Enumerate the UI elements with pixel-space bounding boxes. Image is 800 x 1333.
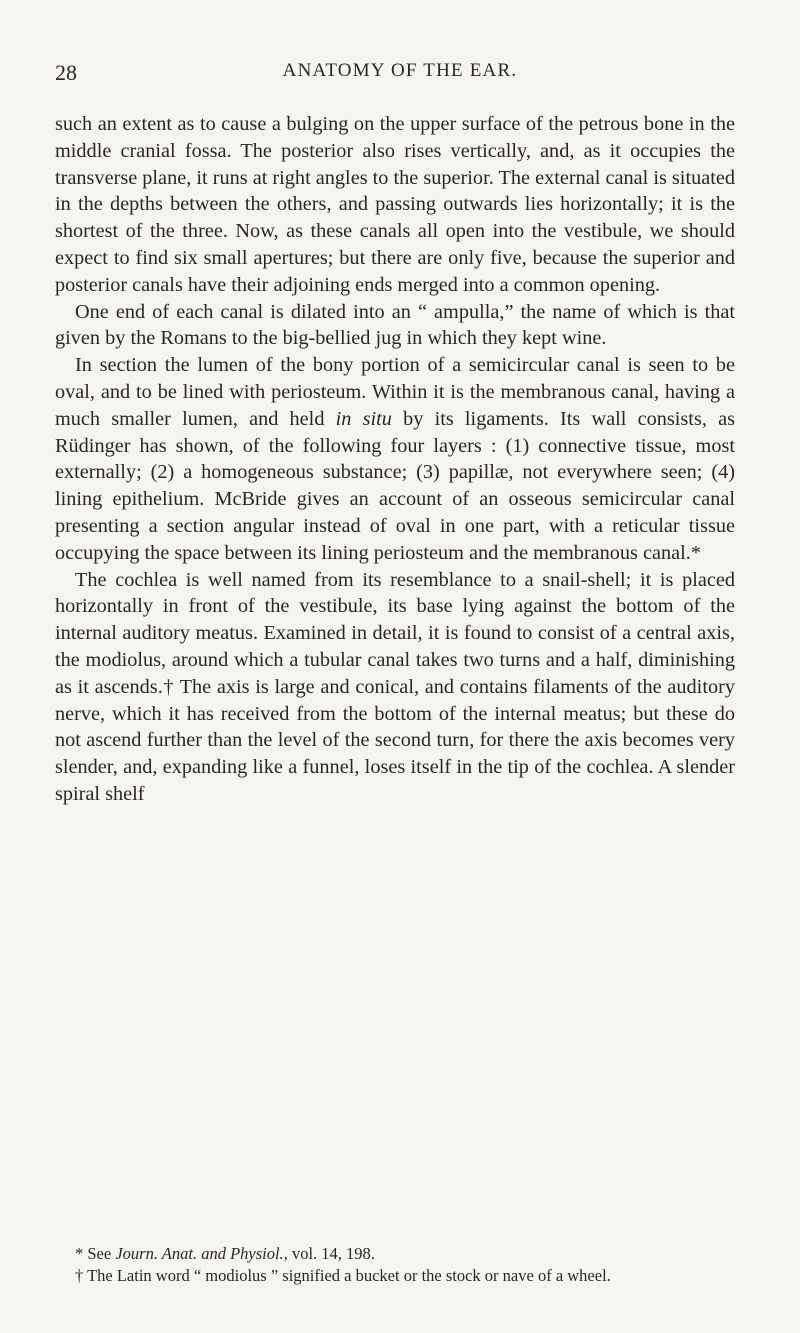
text-run: by its ligaments. Its wall consists, as Rüdinger has shown, of the following four layers : (1) connective tissue, most externally; (2) a homogeneous substance; (3) papillæ, not everywhere seen; (4) lining epithelium. McBride gives an account of an osseous semicircular canal presenting a section angular instead of oval in one part, with a reticular tissue occupying the space between its lining periosteum and the membranous canal.* xyxy=(55,407,735,564)
body-text xyxy=(55,111,735,808)
page-number: 28 xyxy=(55,60,77,85)
footnote xyxy=(55,1265,735,1287)
text-run: † The Latin word “ modiolus ” signified a bucket or the stock or nave of a wheel. xyxy=(75,1266,611,1285)
running-head: ANATOMY OF THE EAR. xyxy=(282,60,518,81)
text-run: In section the lumen of the bony portion of a semicircular canal is seen to be oval, and to be lined with periosteum. Within it is the membranous canal, having a much smaller lumen, and held xyxy=(55,354,735,430)
footnotes xyxy=(55,1243,735,1287)
text-run: , vol. 14, 198. xyxy=(283,1244,375,1263)
paragraph xyxy=(55,567,735,808)
paragraph xyxy=(55,352,735,566)
text-run: such an extent as to cause a bulging on the upper surface of the petrous bone in the middle cranial fossa. The posterior also rises vertically, and, as it occupies the transverse plane, it runs at right angles to the superior. The external canal is situated in the depths between the others, and passing outwards lies horizontally; it is the shortest of the three. Now, as these canals all open into the vestibule, we should expect to find six small apertures; but there are only five, because the superior and posterior canals have their adjoining ends merged into a common opening. xyxy=(55,113,735,296)
text-run: One end of each canal is dilated into an “ ampulla,” the name of which is that given by the Romans to the big-bellied jug in which they kept wine. xyxy=(55,300,735,350)
page-header xyxy=(55,60,745,88)
paragraph xyxy=(55,299,735,353)
italic-text-run: in situ xyxy=(335,407,392,430)
text-run: The cochlea is well named from its resemblance to a snail-shell; it is placed horizontally in front of the vestibule, its base lying against the bottom of the internal auditory meatus. Examined in detail, it is found to consist of a central axis, the modiolus, around which a tubular canal takes two turns and a half, diminishing as it ascends.† The axis is large and conical, and contains filaments of the auditory nerve, which it has received from the bottom of the internal meatus; but these do not ascend further than the level of the second turn, for there the axis becomes very slender, and, expanding like a funnel, loses itself in the tip of the cochlea. A slender spiral shelf xyxy=(55,568,735,805)
footnote xyxy=(55,1243,735,1265)
italic-text-run: Journ. Anat. and Physiol. xyxy=(115,1244,284,1263)
text-run: * See xyxy=(75,1244,116,1263)
paragraph xyxy=(55,111,735,299)
